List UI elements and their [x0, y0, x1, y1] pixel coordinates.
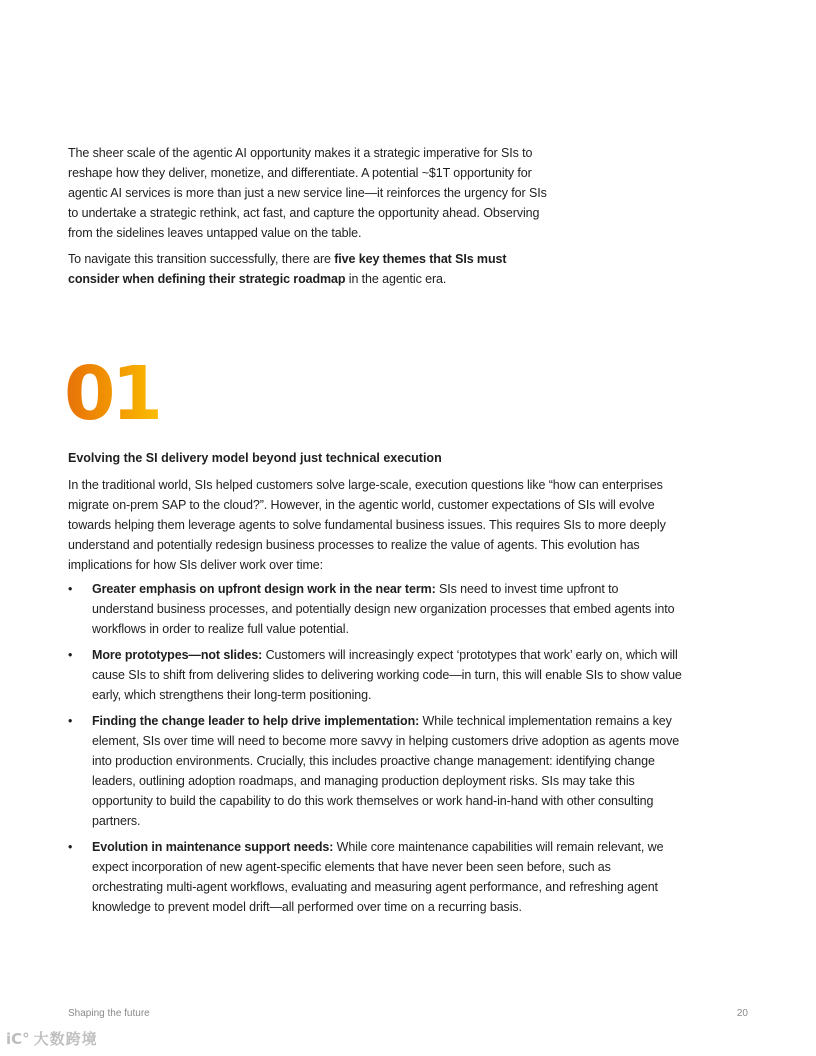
section-number: 01 [64, 351, 159, 437]
bullet-text: Customers will increasingly expect ‘prototypes that work’ early on, which will cause SIs to shift from delivering slides to delivering working code—in turn, this will enable SIs to show value early, which strengthens their long-term positioning. [92, 648, 682, 702]
footer-document-title: Shaping the future [68, 1008, 150, 1019]
bullet-item-change-leader [68, 711, 682, 831]
intro-paragraph-2-pre: To navigate this transition successfully, there are [68, 252, 335, 266]
intro-paragraph-2-post: in the agentic era. [345, 272, 447, 286]
section-heading: Evolving the SI delivery model beyond just technical execution [68, 451, 442, 465]
bullet-item-prototypes [68, 645, 682, 705]
intro-section [68, 143, 548, 295]
intro-paragraph-2 [68, 249, 548, 289]
bullet-item-upfront-design [68, 579, 682, 639]
bullet-item-maintenance [68, 837, 682, 917]
section-body: In the traditional world, SIs helped customers solve large-scale, execution questions like “how can enterprises migrate on-prem SAP to the cloud?”. However, in the agentic world, customer expectations of SIs will evolve towards helping them leverage agents to solve fundamental business issues. This requires SIs to more deeply understand and potentially redesign business processes to realize the value of agents. This evolution has implications for how SIs deliver work over time: [68, 478, 666, 572]
bullet-icon: • [68, 648, 73, 662]
bullet-text: While core maintenance capabilities will remain relevant, we expect incorporation of new agent-specific elements that have never been seen before, such as orchestrating multi-agent workflows, evaluating and measuring agent performance, and refreshing agent knowledge to prevent model drift—all performed over time on a recurring basis. [92, 840, 664, 914]
intro-paragraph-2-bold: five key themes that SIs must consider when defining their strategic roadmap [68, 252, 507, 286]
bullet-title: Greater emphasis on upfront design work in the near term: [92, 582, 436, 596]
watermark [6, 1028, 98, 1049]
bullet-icon: • [68, 582, 73, 596]
bullet-title: Evolution in maintenance support needs: [92, 840, 334, 854]
bullet-list [68, 579, 682, 917]
bullet-title: Finding the change leader to help drive implementation: [92, 714, 420, 728]
section-01 [68, 448, 682, 923]
watermark-text: 大数跨境 [33, 1030, 98, 1048]
bullet-icon: • [68, 840, 73, 854]
bullet-text: SIs need to invest time upfront to understand business processes, and potentially design new organization processes that embed agents into workflows in order to realize full value potential. [92, 582, 675, 636]
intro-paragraph-1: The sheer scale of the agentic AI opportunity makes it a strategic imperative for SIs to reshape how they deliver, monetize, and differentiate. A potential ~$1T opportunity for agentic AI services is more than just a new service line—it reinforces the urgency for SIs to undertake a strategic rethink, act fast, and capture the opportunity ahead. Observing from the sidelines leaves untapped value on the table. [68, 146, 547, 240]
footer-page-number: 20 [736, 1008, 748, 1019]
bullet-icon: • [68, 714, 73, 728]
bullet-title: More prototypes—not slides: [92, 648, 263, 662]
bullet-text: While technical implementation remains a key element, SIs over time will need to become more savvy in helping customers drive adoption as agents move into production environments. Crucially, this includes proactive change management: identifying change leaders, outlining adoption roadmaps, and managing production deployment risks. SIs may take this opportunity to build the capability to do this work themselves or work hand-in-hand with other consulting partners. [92, 714, 680, 828]
watermark-logo-icon: iC° [6, 1029, 30, 1048]
